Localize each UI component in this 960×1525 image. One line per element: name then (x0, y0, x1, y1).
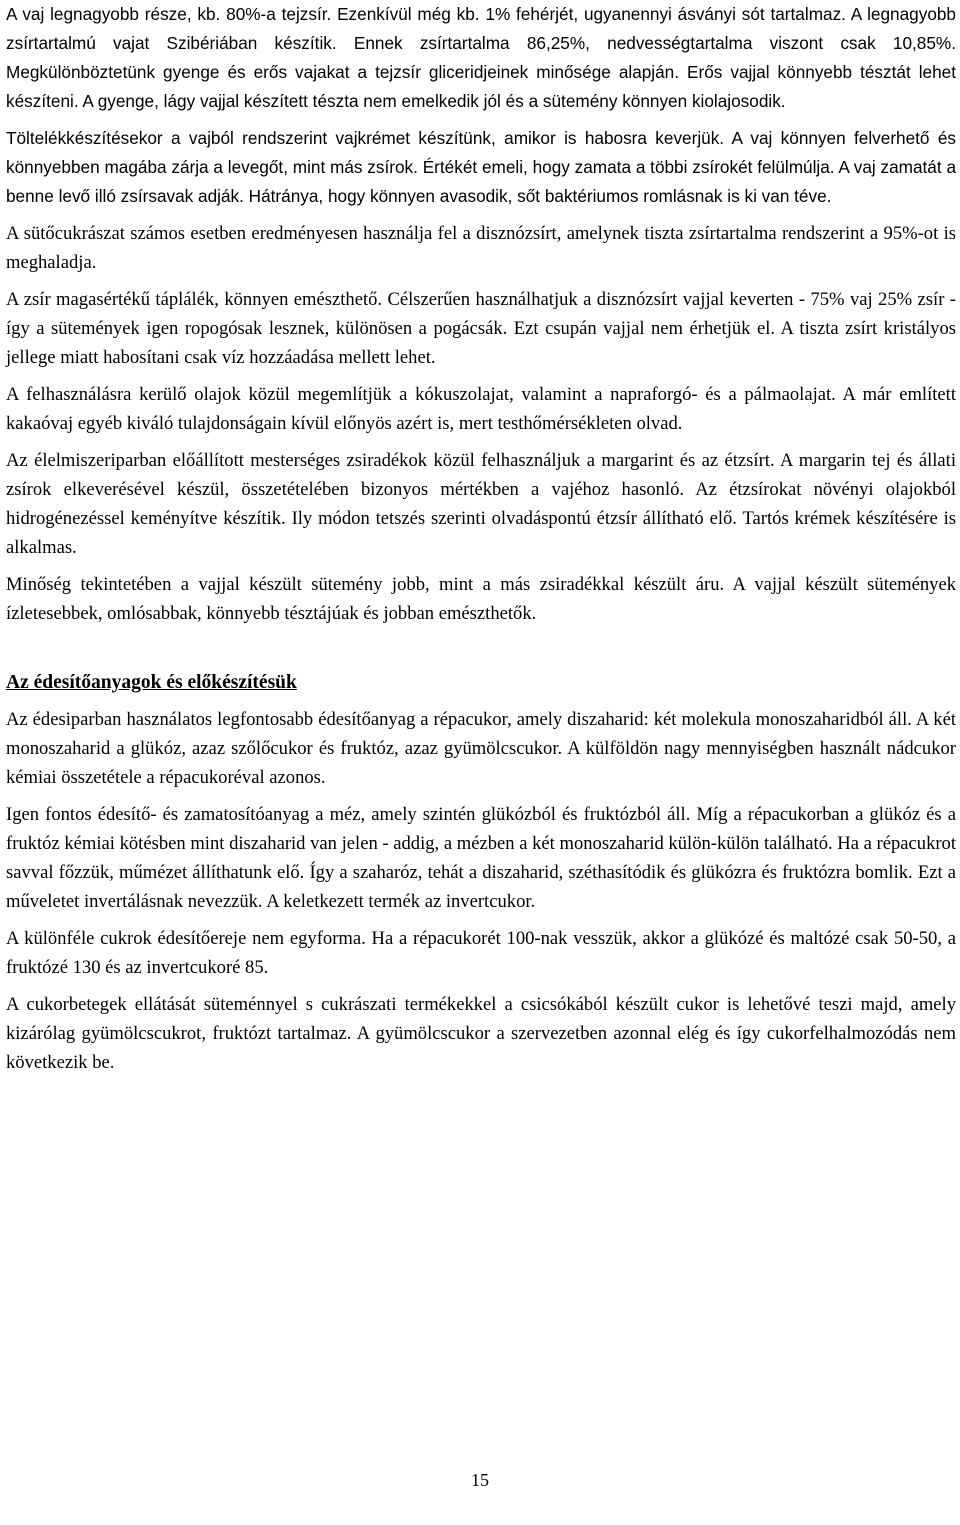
paragraph-margarine: Az élelmiszeriparban előállított mesterséges zsiradékok közül felhasználjuk a margarint és az étzsírt. A margarin tej és állati zsírok elkeverésével készül, összetételében bizonyos mértékben a vajéhoz hasonló. Az étzsírokat növényi olajokból hidrogénezéssel keményítve készítik. Ily módon tetszés szerinti olvadáspontú étzsír állítható elő. Tartós krémek készítésére is alkalmas. (6, 450, 956, 558)
section-heading: Az édesítőanyagok és előkészítésük (6, 672, 297, 693)
paragraph-sugar: Az édesiparban használatos legfontosabb édesítőanyag a répacukor, amely diszaharid: két molekula monoszaharidból áll. A két monoszaharid a glükóz, azaz szőlőcukor és fruktóz, azaz gyümölcscukor. A külföldön nagy mennyiségben használt nádcukor kémiai összetétele a répacukoréval azonos. (6, 709, 956, 788)
paragraph-diabetics: A cukorbetegek ellátását süteménnyel s cukrászati termékekkel a csicsókából készült cukor is lehetővé teszi majd, amely kizárólag gyümölcscukrot, fruktózt tartalmaz. A gyümölcscukor a szervezetben azonnal elég és így cukorfelhalmozódás nem következik be. (6, 994, 956, 1073)
paragraph-butter-composition: A vaj legnagyobb része, kb. 80%-a tejzsír. Ezenkívül még kb. 1% fehérjét, ugyanennyi ásványi sót tartalmaz. A legnagyobb zsírtartalmú vajat Szibériában készítik. Ennek zsírtartalma 86,25%, nedvességtartalma viszont csak 10,85%. Megkülönböztetünk gyenge és erős vajakat a tejzsír gliceridjeinek minősége alapján. Erős vajjal könnyebb tésztát lehet készíteni. A gyenge, lágy vajjal készített tészta nem emelkedik jól és a sütemény könnyen kiolajosodik. (6, 4, 956, 111)
paragraph-honey: Igen fontos édesítő- és zamatosítóanyag a méz, amely szintén glükózból és fruktózból áll. Míg a répacukorban a glükóz és a fruktóz kémiai kötésben mint diszaharid van jelen - addig, a mézben a két monoszaharid külön-külön található. Ha a répacukrot savval főzzük, műmézet állíthatunk elő. Így a szaharóz, tehát a diszaharid, széthasítódik és glükózra és fruktózra bomlik. Ezt a műveletet invertálásnak nevezzük. A keletkezett termék az invertcukor. (6, 804, 957, 912)
page-number: 15 (471, 1470, 489, 1490)
paragraph-sweetness: A különféle cukrok édesítőereje nem egyforma. Ha a répacukorét 100-nak vesszük, akkor a glükózé és maltózé csak 50-50, a fruktózé 130 és az invertcukoré 85. (6, 928, 956, 978)
document-page (6, 0, 956, 1077)
paragraph-oils: A felhasználásra kerülő olajok közül megemlítjük a kókuszolajat, valamint a napraforgó- és a pálmaolajat. A már említett kakaóvaj egyéb kiváló tulajdonságain kívül előnyös azért is, mert testhőmérsékleten olvad. (6, 384, 956, 434)
paragraph-butter-cream: Töltelékkészítésekor a vajból rendszerint vajkrémet készítünk, amikor is habosra keverjük. A vaj könnyen felverhető és könnyebben magába zárja a levegőt, mint más zsírok. Értékét emeli, hogy zamata a többi zsírokét felülmúlja. A vaj zamatát a benne levő illó zsírsavak adják. Hátránya, hogy könnyen avasodik, sőt baktériumos romlásnak is ki van téve. (6, 128, 956, 206)
paragraph-lard: A sütőcukrászat számos esetben eredményesen használja fel a disznózsírt, amelynek tiszta zsírtartalma rendszerint a 95%-ot is meghaladja. (6, 223, 956, 273)
paragraph-fat-nutrition: A zsír magasértékű táplálék, könnyen emészthető. Célszerűen használhatjuk a disznózsírt vajjal keverten - 75% vaj 25% zsír - így a sütemények igen ropogósak lesznek, különösen a pogácsák. Ezt csupán vajjal nem érhetjük el. A tiszta zsírt kristályos jellege miatt habosítani csak víz hozzáadása mellett lehet. (6, 289, 956, 368)
paragraph-quality: Minőség tekintetében a vajjal készült sütemény jobb, mint a más zsiradékkal készült áru. A vajjal készült sütemények ízletesebbek, omlósabbak, könnyebb tésztájúak és jobban emészthetők. (6, 574, 956, 624)
